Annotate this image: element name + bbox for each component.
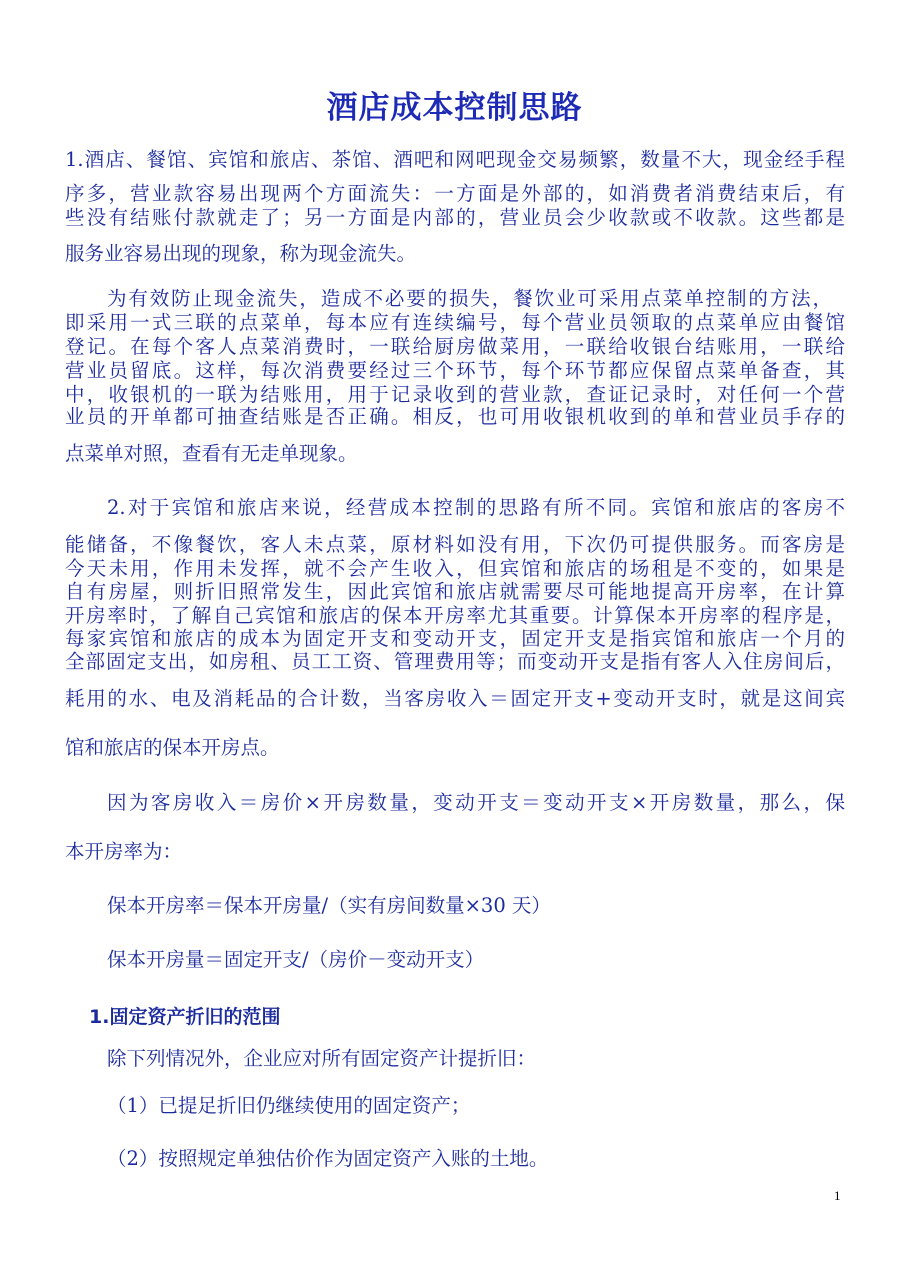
section-heading: 1.固定资产折旧的范围 <box>89 1006 281 1028</box>
paragraph-line: 业员的开单都可抽查结账是否正确。相反，也可用收银机收到的单和营业员手存的 <box>65 405 845 428</box>
paragraph-line: 全部固定支出，如房租、员工工资、管理费用等；而变动开支是指有客人入住房间后， <box>65 650 845 673</box>
paragraph-line: 1.酒店、餐馆、宾馆和旅店、茶馆、酒吧和网吧现金交易频繁，数量不大，现金经手程 <box>65 148 845 171</box>
paragraph-line: 今天未用，作用未发挥，就不会产生收入，但宾馆和旅店的场租是不变的，如果是 <box>65 557 845 580</box>
formula-break-even-quantity: 保本开房量＝固定开支/（房价－变动开支） <box>107 948 485 971</box>
paragraph-line: 每家宾馆和旅店的成本为固定开支和变动开支，固定开支是指宾馆和旅店一个月的 <box>65 627 845 650</box>
paragraph-line: 2.对于宾馆和旅店来说，经营成本控制的思路有所不同。宾馆和旅店的客房不 <box>107 496 845 519</box>
paragraph-line: 为有效防止现金流失，造成不必要的损失，餐饮业可采用点菜单控制的方法， <box>107 287 832 310</box>
paragraph-line: 馆和旅店的保本开房点。 <box>65 736 280 759</box>
paragraph-line: 营业员留底。这样，每次消费要经过三个环节，每个环节都应保留点菜单备查，其 <box>65 359 845 382</box>
page-number: 1 <box>834 1188 841 1203</box>
formula-break-even-rate: 保本开房率＝保本开房量/（实有房间数量×30 天） <box>107 894 551 917</box>
paragraph-line: 自有房屋，则折旧照常发生，因此宾馆和旅店就需要尽可能地提高开房率，在计算 <box>65 580 845 603</box>
paragraph-line: 即采用一式三联的点菜单，每本应有连续编号，每个营业员领取的点菜单应由餐馆 <box>65 311 845 334</box>
paragraph-line: 开房率时，了解自己宾馆和旅店的保本开房率尤其重要。计算保本开房率的程序是， <box>65 604 845 627</box>
paragraph-line: 些没有结账付款就走了；另一方面是内部的，营业员会少收款或不收款。这些都是 <box>65 206 845 229</box>
paragraph-line: 服务业容易出现的现象，称为现金流失。 <box>65 242 417 265</box>
paragraph-line: 登记。在每个客人点菜消费时，一联给厨房做菜用，一联给收银台结账用，一联给 <box>65 335 845 358</box>
paragraph-line: 中，收银机的一联为结账用，用于记录收到的营业款，查证记录时，对任何一个营 <box>65 383 845 406</box>
paragraph-line: 点菜单对照，查看有无走单现象。 <box>65 442 358 465</box>
paragraph-line: 因为客房收入＝房价×开房数量，变动开支＝变动开支×开房数量，那么，保 <box>107 791 845 814</box>
paragraph-line: 耗用的水、电及消耗品的合计数，当客房收入＝固定开支+变动开支时，就是这间宾 <box>65 687 845 710</box>
document-title: 酒店成本控制思路 <box>326 90 583 126</box>
paragraph-line: 本开房率为： <box>65 840 183 863</box>
paragraph-line: 能储备，不像餐饮，客人未点菜，原材料如没有用，下次仍可提供服务。而客房是 <box>65 533 845 556</box>
list-item: （1）已提足折旧仍继续使用的固定资产； <box>107 1094 471 1117</box>
section-intro: 除下列情况外，企业应对所有固定资产计提折旧： <box>107 1047 537 1070</box>
paragraph-line: 序多，营业款容易出现两个方面流失：一方面是外部的，如消费者消费结束后，有 <box>65 182 845 205</box>
list-item: （2）按照规定单独估价作为固定资产入账的土地。 <box>107 1147 549 1170</box>
